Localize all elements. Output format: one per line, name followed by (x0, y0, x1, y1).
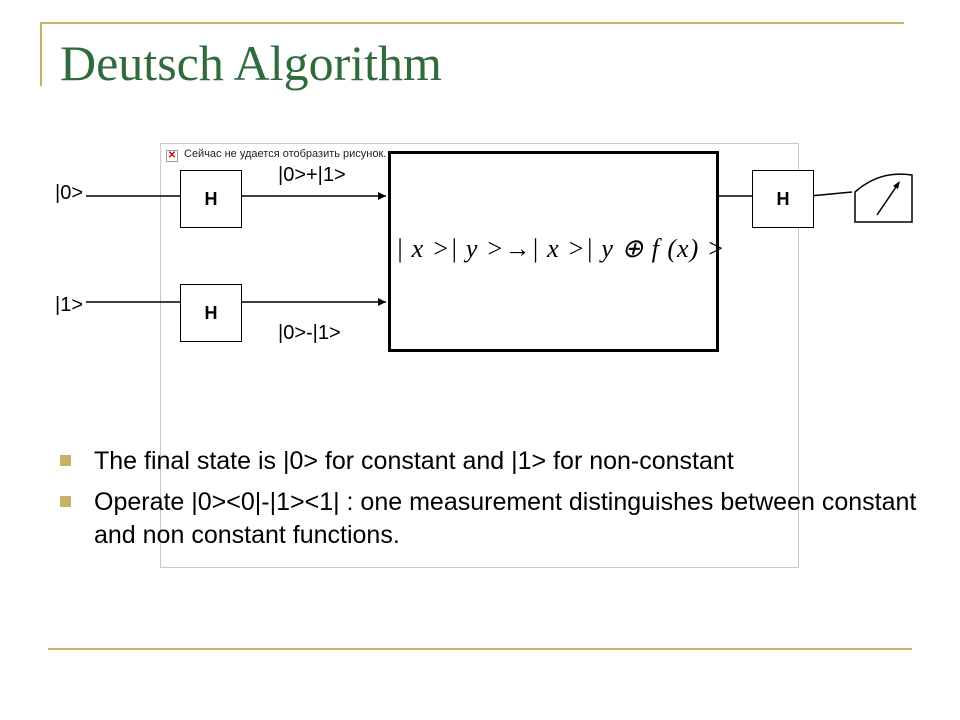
arrow-bottom (378, 298, 386, 306)
bullet-text: The final state is |0> for constant and |1> for non-constant (94, 447, 734, 475)
input-label-top: |0> (55, 182, 83, 204)
bullet-item (60, 445, 940, 478)
hadamard-gate-output: H (752, 170, 814, 228)
input-label-bottom: |1> (55, 294, 83, 316)
state-label-bottom: |0>-|1> (278, 322, 341, 344)
state-label-top: |0>+|1> (278, 164, 346, 186)
bullet-marker (60, 455, 71, 466)
wire-to-meter (810, 192, 852, 196)
hadamard-gate-top: H (180, 170, 242, 228)
placeholder-message: Сейчас не удается отобразить рисунок. (184, 148, 387, 160)
hadamard-gate-bottom: H (180, 284, 242, 342)
bullet-item (60, 486, 940, 552)
slide-title: Deutsch Algorithm (60, 35, 442, 91)
broken-image-icon: ✕ (167, 150, 177, 161)
measurement-meter-icon (855, 174, 912, 222)
bullet-marker (60, 496, 71, 507)
bullet-text: Operate |0><0|-|1><1| : one measurement distinguishes between constant and non constant functions. (94, 488, 917, 549)
oracle-formula: | x >| y >→| x >| y ⊕ f (x) > (396, 234, 726, 263)
bullet-list (60, 445, 940, 560)
arrow-top (378, 192, 386, 200)
